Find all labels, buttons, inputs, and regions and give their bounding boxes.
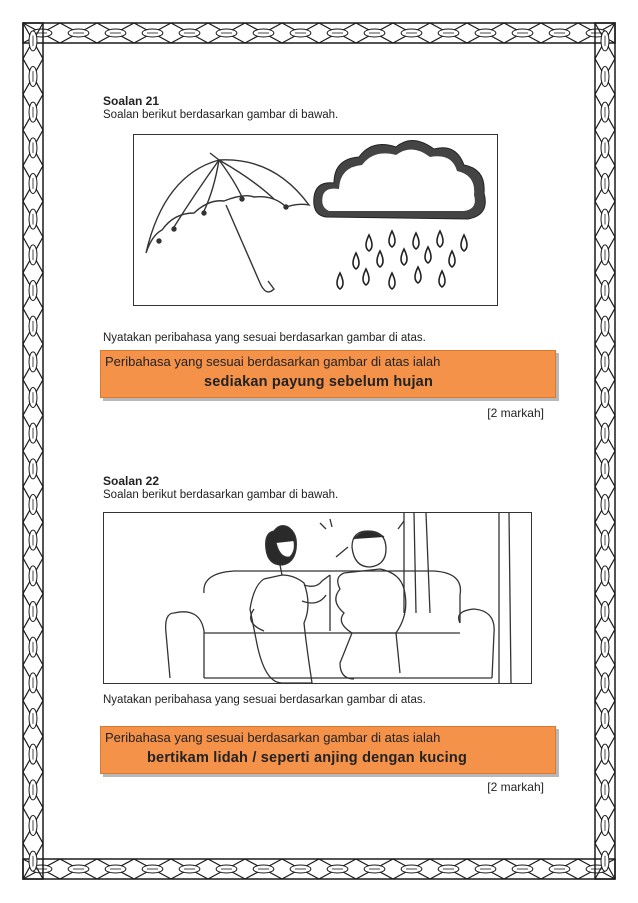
sofa-icon [166, 571, 495, 678]
question-22-image [103, 512, 532, 684]
curtain-icon [404, 513, 511, 683]
question-22-subtitle: Soalan berikut berdasarkan gambar di bawah. [103, 489, 339, 501]
question-22-answer-text: bertikam lidah / seperti anjing dengan kucing [147, 750, 468, 766]
raindrops-icon [337, 231, 467, 289]
umbrella-cloud-illustration [134, 135, 497, 305]
question-22-answer-intro: Peribahasa yang sesuai berdasarkan gambar di atas ialah [105, 730, 441, 745]
question-21-marks: [2 markah] [487, 406, 544, 420]
question-21-answer-text: sediakan payung sebelum hujan [204, 374, 433, 390]
decorative-border-top [22, 22, 616, 44]
question-21-instruction: Nyatakan peribahasa yang sesuai berdasarkan gambar di atas. [103, 332, 426, 344]
question-21-answer-box [100, 350, 556, 398]
question-21-title: Soalan 21 [103, 94, 160, 108]
decorative-border-bottom [22, 858, 616, 880]
decorative-border-right [594, 22, 616, 880]
question-21-subtitle: Soalan berikut berdasarkan gambar di bawah. [103, 109, 339, 121]
son-figure-icon [320, 519, 406, 679]
question-21-image [133, 134, 498, 306]
umbrella-icon [146, 153, 309, 292]
mother-son-illustration [104, 513, 531, 683]
rain-cloud-icon [314, 140, 486, 219]
question-22-marks: [2 markah] [487, 780, 544, 794]
question-22-instruction: Nyatakan peribahasa yang sesuai berdasarkan gambar di atas. [103, 694, 426, 706]
question-21-answer-intro: Peribahasa yang sesuai berdasarkan gambar di atas ialah [105, 354, 441, 369]
mother-figure-icon [250, 526, 330, 683]
question-22-answer-box [100, 726, 556, 774]
decorative-border-left [22, 22, 44, 880]
question-22-title: Soalan 22 [103, 474, 160, 488]
